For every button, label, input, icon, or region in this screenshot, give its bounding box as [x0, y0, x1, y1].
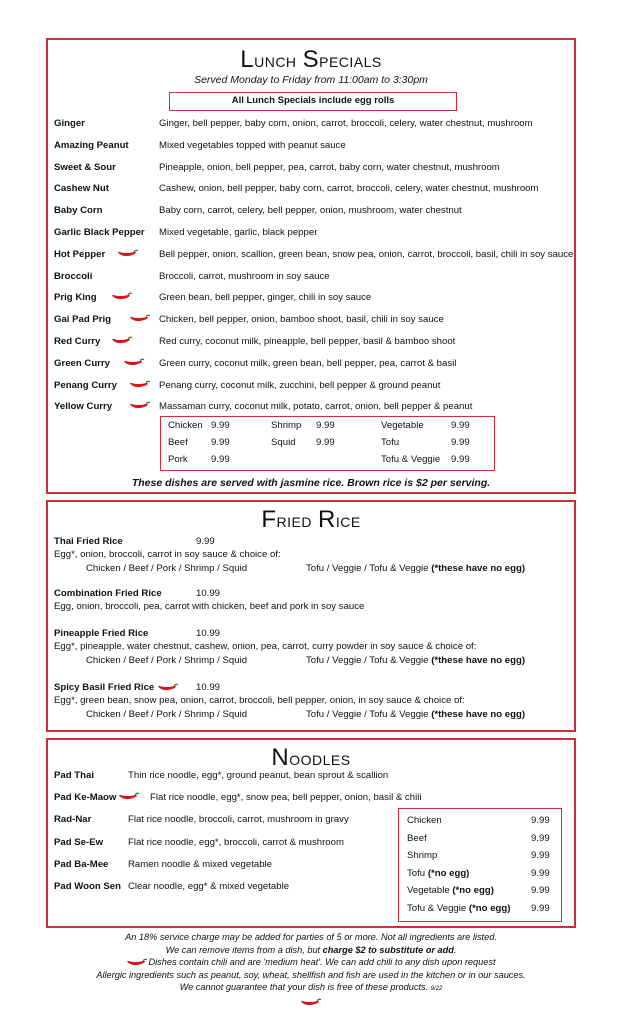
price-item-name: Beef — [168, 437, 188, 448]
chili-icon — [111, 292, 133, 301]
lunch-item-name: Gai Pad Prig — [54, 314, 112, 326]
noodle-price-name: Beef — [407, 832, 427, 844]
lunch-specials-title: Lunch Specials — [240, 46, 382, 73]
chili-icon — [157, 683, 179, 692]
price-item-price: 9.99 — [451, 437, 470, 448]
fried-rice-item-price: 10.99 — [196, 588, 221, 599]
fried-rice-item-desc: Egg*, green bean, snow pea, onion, carrot, broccoli, bell pepper, onion, in soy sauce & choice of: — [54, 695, 465, 706]
fried-rice-item-price: 10.99 — [196, 628, 221, 639]
chili-icon — [126, 958, 148, 967]
price-item-price: 9.99 — [211, 437, 230, 448]
fried-rice-item-name: Thai Fried Rice — [54, 536, 123, 547]
noodle-item-desc: Flat rice noodle, broccoli, carrot, mushroom in gravy — [128, 814, 349, 826]
fried-rice-section — [46, 500, 576, 732]
price-item-price: 9.99 — [451, 420, 470, 431]
footer-chili-note: Dishes contain chili and are 'medium heat'. We can add chili to any dish upon request — [0, 956, 622, 969]
fried-rice-veg-choices: Tofu / Veggie / Tofu & Veggie (*these have no egg) — [306, 563, 526, 574]
lunch-item-name: Cashew Nut — [54, 183, 109, 195]
noodle-price-value: 9.99 — [531, 815, 550, 826]
lunch-item-name: Penang Curry — [54, 379, 117, 391]
noodle-item-name: Pad Ba-Mee — [54, 858, 109, 870]
rice-note: These dishes are served with jasmine rice. Brown rice is $2 per serving. — [131, 477, 491, 489]
chili-icon — [118, 792, 140, 801]
noodle-price-value: 9.99 — [531, 867, 550, 879]
lunch-specials-section — [46, 38, 576, 494]
fried-rice-item-name: Spicy Basil Fried Rice — [54, 682, 179, 693]
lunch-item-desc: Mixed vegetable, garlic, black pepper — [159, 227, 318, 238]
fried-rice-choices: Chicken / Beef / Pork / Shrimp / Squid — [86, 709, 248, 720]
lunch-item-desc: Baby corn, carrot, celery, bell pepper, onion, mushroom, water chestnut — [159, 205, 462, 217]
noodles-title: Noodles — [271, 744, 351, 771]
lunch-item-desc: Chicken, bell pepper, onion, bamboo shoot, basil, chili in soy sauce — [159, 314, 444, 326]
footer-service-charge: An 18% service charge may be added for parties of 5 or more. Not all ingredients are listed. — [125, 932, 497, 942]
price-item-name: Tofu — [381, 437, 400, 448]
lunch-item-name: Baby Corn — [54, 205, 103, 217]
fried-rice-choices: Chicken / Beef / Pork / Shrimp / Squid — [86, 563, 248, 574]
lunch-item-name: Red Curry — [54, 336, 101, 347]
fried-rice-item-name: Combination Fried Rice — [54, 588, 162, 599]
chili-icon — [111, 336, 133, 345]
noodle-item-name: Pad Woon Sen — [54, 881, 121, 892]
lunch-item-desc: Green bean, bell pepper, ginger, chili in soy sauce — [159, 292, 372, 304]
noodle-item-name: Rad-Nar — [54, 814, 92, 826]
footer-notes — [0, 931, 622, 1008]
lunch-item-desc: Cashew, onion, bell pepper, baby corn, carrot, broccoli, celery, water chestnut, mushroom — [159, 183, 539, 195]
lunch-item-desc: Green curry, coconut milk, green bean, bell pepper, pea, carrot & basil — [159, 357, 457, 369]
price-item-price: 9.99 — [211, 454, 230, 465]
fried-rice-veg-choices: Tofu / Veggie / Tofu & Veggie (*these have no egg) — [306, 709, 526, 720]
lunch-item-desc: Massaman curry, coconut milk, potato, carrot, onion, bell pepper & peanut — [159, 401, 473, 413]
fried-rice-title: Fried Rice — [261, 506, 361, 533]
lunch-price-table — [160, 416, 495, 471]
price-item-price: 9.99 — [316, 437, 335, 448]
egg-roll-note: All Lunch Specials include egg rolls — [169, 92, 457, 111]
price-item-price: 9.99 — [316, 420, 335, 431]
noodle-item-name: Pad Thai — [54, 770, 94, 781]
footer-guarantee: We cannot guarantee that your dish is free of these products. 9/22 — [179, 982, 443, 992]
price-item-name: Tofu & Veggie — [381, 454, 441, 465]
fried-rice-choices: Chicken / Beef / Pork / Shrimp / Squid — [86, 655, 248, 666]
fried-rice-item-name: Pineapple Fried Rice — [54, 628, 149, 639]
noodle-price-value: 9.99 — [531, 885, 550, 896]
lunch-item-name: Yellow Curry — [54, 401, 113, 413]
lunch-item-name: Green Curry — [54, 357, 110, 369]
chili-icon — [117, 249, 139, 258]
noodles-section — [46, 738, 576, 928]
footer-chili — [0, 996, 622, 1009]
fried-rice-item-price: 10.99 — [196, 682, 221, 693]
lunch-item-desc: Penang curry, coconut milk, zucchini, bell pepper & ground peanut — [159, 379, 441, 391]
noodle-price-name: Chicken — [407, 815, 442, 826]
lunch-item-desc: Mixed vegetables topped with peanut sauce — [159, 139, 346, 151]
chili-icon — [300, 998, 322, 1007]
fried-rice-item-desc: Egg*, onion, broccoli, carrot in soy sauce & choice of: — [54, 549, 281, 560]
lunch-item-desc: Broccoli, carrot, mushroom in soy sauce — [159, 270, 330, 282]
price-item-name: Shrimp — [271, 420, 302, 431]
noodle-item-desc: Clear noodle, egg* & mixed vegetable — [128, 881, 290, 892]
noodle-price-value: 9.99 — [531, 850, 550, 861]
fried-rice-item-price: 9.99 — [196, 536, 215, 547]
lunch-item-name: Broccoli — [54, 270, 93, 282]
price-item-name: Chicken — [168, 420, 203, 431]
lunch-item-name: Hot Pepper — [54, 248, 106, 260]
noodle-price-name: Tofu (*no egg) — [407, 867, 470, 879]
noodle-price-name: Tofu & Veggie (*no egg) — [407, 902, 511, 914]
chili-icon — [129, 380, 151, 389]
price-item-price: 9.99 — [211, 420, 230, 431]
footer-allergy: Allergic ingredients such as peanut, soy, wheat, shellfish and fish are used in the kitchen or in our sauces. — [96, 969, 526, 980]
noodle-item-desc: Flat rice noodle, egg*, snow pea, bell pepper, onion, basil & chili — [150, 792, 422, 804]
price-item-name: Squid — [271, 437, 296, 448]
fried-rice-item-desc: Egg, onion, broccoli, pea, carrot with chicken, beef and pork in soy sauce — [54, 601, 365, 612]
chili-icon — [123, 358, 145, 367]
noodle-item-desc: Ramen noodle & mixed vegetable — [128, 858, 272, 870]
lunch-item-name: Ginger — [54, 118, 85, 129]
noodle-item-name: Pad Ke-Maow — [54, 792, 117, 804]
noodle-price-name: Vegetable (*no egg) — [407, 885, 494, 896]
noodle-price-name: Shrimp — [407, 850, 438, 861]
fried-rice-item-desc: Egg*, pineapple, water chestnut, cashew, onion, pea, carrot, curry powder in soy sauce & choice of: — [54, 641, 477, 652]
noodle-item-name: Pad Se-Ew — [54, 836, 104, 848]
lunch-item-desc: Pineapple, onion, bell pepper, pea, carrot, baby corn, water chestnut, mushroom — [159, 161, 500, 173]
lunch-item-name: Amazing Peanut — [54, 139, 129, 151]
lunch-item-desc: Bell pepper, onion, scallion, green bean, snow pea, onion, carrot, broccoli, basil, chili in soy sauce — [159, 248, 574, 260]
noodle-price-value: 9.99 — [531, 902, 550, 914]
price-item-price: 9.99 — [451, 454, 470, 465]
lunch-item-name: Garlic Black Pepper — [54, 227, 145, 238]
noodle-item-desc: Thin rice noodle, egg*, ground peanut, bean sprout & scallion — [128, 770, 389, 781]
price-item-name: Pork — [168, 454, 188, 465]
chili-icon — [129, 314, 151, 323]
lunch-item-desc: Ginger, bell pepper, baby corn, onion, carrot, broccoli, celery, water chestnut, mushroom — [159, 118, 533, 129]
footer-substitute: We can remove items from a dish, but charge $2 to substitute or add. — [165, 944, 457, 955]
lunch-item-desc: Red curry, coconut milk, pineapple, bell pepper, basil & bamboo shoot — [159, 336, 456, 347]
lunch-subtitle: Served Monday to Friday from 11:00am to 3:30pm — [194, 74, 428, 86]
chili-icon — [129, 401, 151, 410]
price-item-name: Vegetable — [381, 420, 424, 431]
lunch-item-name: Prig King — [54, 292, 97, 304]
fried-rice-veg-choices: Tofu / Veggie / Tofu & Veggie (*these have no egg) — [306, 655, 526, 666]
noodle-item-desc: Flat rice noodle, egg*, broccoli, carrot & mushroom — [128, 836, 344, 848]
noodle-price-table — [398, 808, 562, 922]
noodle-price-value: 9.99 — [531, 832, 550, 844]
lunch-item-name: Sweet & Sour — [54, 161, 116, 173]
